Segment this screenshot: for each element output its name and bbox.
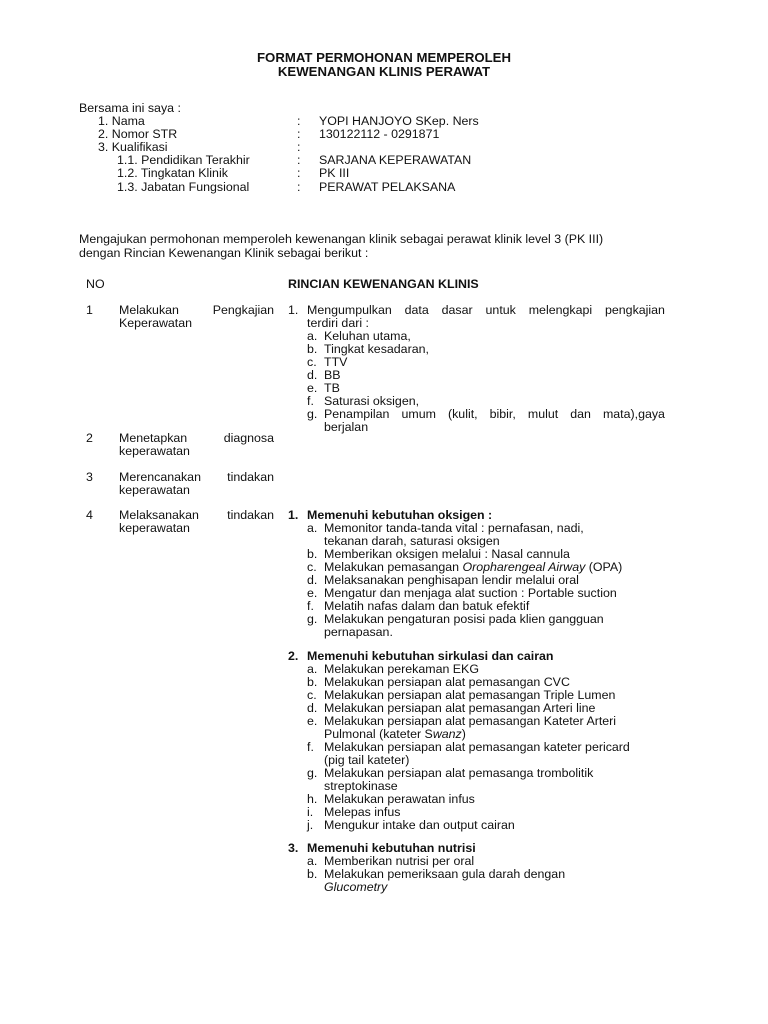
row-number: 1 xyxy=(86,303,93,317)
list-item: i. Melepas infus xyxy=(307,805,401,819)
opening-text: Bersama ini saya : xyxy=(79,101,181,115)
section-heading: Memenuhi kebutuhan nutrisi xyxy=(307,841,476,855)
list-item: b. Melakukan persiapan alat pemasangan CVC xyxy=(307,675,570,689)
section-oksigen: 1. Memenuhi kebutuhan oksigen : a. Memonitor tanda-tanda vital : pernafasan, nadi, tekanan darah, saturasi oksigen b. Memberikan oksigen melalui : Nasal cannula c. Melakukan pemasangan Oropharengeal Airway (OPA) d. Melaksanakan penghisapan lendir melalui oral e. Mengatur dan menjaga alat suction : Portable suction f. Melatih nafas dalam dan batuk efektif g. Melakukan pengaturan posisi pada klien gangguan pernapasan. xyxy=(288,509,668,639)
list-item: c. TTV xyxy=(307,355,348,369)
list-item: d. Melaksanakan penghisapan lendir melalui oral xyxy=(307,573,579,587)
list-item: b. Tingkat kesadaran, xyxy=(307,342,429,356)
section-heading: Memenuhi kebutuhan sirkulasi dan cairan xyxy=(307,649,554,663)
section-nutrisi: 3. Memenuhi kebutuhan nutrisi a. Memberikan nutrisi per oral b. Melakukan pemeriksaan gula darah dengan Glucometry xyxy=(288,842,668,894)
list-item: d. BB xyxy=(307,368,341,382)
list-item: g. Melakukan pengaturan posisi pada klien gangguan xyxy=(307,612,604,626)
list-item: f. Melatih nafas dalam dan batuk efektif xyxy=(307,599,530,613)
list-item: e. Mengatur dan menjaga alat suction : Portable suction xyxy=(307,586,617,600)
list-item: a. Keluhan utama, xyxy=(307,329,411,343)
list-item: h. Melakukan perawatan infus xyxy=(307,792,475,806)
list-item: g. Penampilan umum (kulit, bibir, mulut dan mata),gaya xyxy=(307,407,665,421)
section-heading: Memenuhi kebutuhan oksigen : xyxy=(307,508,493,522)
section-sirkulasi: 2. Memenuhi kebutuhan sirkulasi dan cairan a. Melakukan perekaman EKG b. Melakukan persiapan alat pemasangan CVC c. Melakukan persiapan alat pemasangan Triple Lumen d. Melakukan persiapan alat pemasangan Arteri line e. Melakukan persiapan alat pemasangan Kateter Arteri Pulmonal (kateter Swanz) f. Melakukan persiapan alat pemasangan kateter pericard (pig tail kateter) g. Melakukan persiapan alat pemasanga trombolitik streptokinase h. Melakukan perawatan infus i. Melepas infus j. Mengukur intake dan output cairan xyxy=(288,650,668,832)
value-nama: YOPI HANJOYO SKep. Ners xyxy=(319,114,479,128)
document-page: FORMAT PERMOHONAN MEMPEROLEH KEWENANGAN KLINIS PERAWAT Bersama ini saya : 1. Nama : YOPI HANJOYO SKep. Ners 2. Nomor STR : 130122112 - 0291871 3. Kualifikasi : 1.1. Pendidikan Terakhir : SARJANA KEPERAWATAN 1.2. Tingkatan Klinik : PK III 1.3. Jabatan Fungsional : PERAWAT PELAKSANA Mengajukan permohonan memperoleh kewenangan klinik sebagai perawat klinik level 3 (PK III) dengan Rincian Kewenangan Klinik sebagai berikut : NO RINCIAN KEWENANGAN KLINIS 1 Melakukan Pengkajian Keperawatan 1. Mengumpulkan data dasar untuk melengkapi pengkajian terdiri dari : a. Keluhan utama, b. Tingkat kesadaran, c. TTV d. BB e. TB f. Saturasi oksigen, g. Penampilan umum (kulit, bibir, mulut dan mata),gaya berjalan 2 Menetapkan diagnosa keperawatan 3 Merencanakan tindakan keperawatan 4 Melaksanakan tindakan keperawatan 1. Memenuhi kebutuhan oksigen : a. Memonitor tanda-tanda vital : pernafasan, nadi, tekanan darah, saturasi oksigen b. Memberikan oksigen melalui : Nasal cannula c. Melakukan pemasangan Oropharengeal Airway (OPA) d. Melaksanakan penghisapan lendir melalui oral e. Mengatur dan menjaga alat suction : Portable suction f. Melatih nafas dalam dan batuk efektif g. Melakukan pengaturan posisi pada klien gangguan pernapasan. 2. Memenuhi kebutuhan sirkulasi dan cairan a. Melakukan perekaman EKG b. Melakukan persiapan alat pemasangan CVC c. Melakukan persiapan alat pemasangan Triple Lumen d. Melakukan persiapan alat pemasangan Arteri line e. Melakukan persiapan alat pemasangan Kateter Arteri Pulmonal (kateter Swanz) f. Melakukan persiapan alat pemasangan kateter pericard (pig tail kateter) g. Melakukan persiapan alat pemasanga trombolitik streptokinase h. Melakukan perawatan infus i. Melepas infus j. Mengukur intake dan output cairan 3. Memenuhi kebutuhan nutrisi a. Memberikan nutrisi per oral b. Melakukan pemeriksaan gula darah dengan Glucometry xyxy=(0,0,768,1024)
list-item: b. Melakukan pemeriksaan gula darah dengan xyxy=(307,867,566,881)
row-competency: Merencanakan tindakan keperawatan xyxy=(119,470,274,497)
row-number: 3 xyxy=(86,470,93,484)
doc-title-line1: FORMAT PERMOHONAN MEMPEROLEH xyxy=(257,50,511,65)
list-item: a. Memonitor tanda-tanda vital : pernafasan, nadi, xyxy=(307,521,584,535)
value-tingkatan: PK III xyxy=(319,166,350,180)
list-item: c. Melakukan persiapan alat pemasangan Triple Lumen xyxy=(307,688,616,702)
list-item: c. Melakukan pemasangan Oropharengeal Airway (OPA) xyxy=(307,560,623,574)
list-item: e. Melakukan persiapan alat pemasangan Kateter Arteri xyxy=(307,714,617,728)
intro-line2: dengan Rincian Kewenangan Klinik sebagai berikut : xyxy=(79,246,369,260)
row-number: 2 xyxy=(86,431,93,445)
intro-line1: Mengajukan permohonan memperoleh kewenangan klinik sebagai perawat klinik level 3 (PK III) xyxy=(79,232,604,246)
value-jabatan: PERAWAT PELAKSANA xyxy=(319,180,456,194)
row-competency: Menetapkan diagnosa keperawatan xyxy=(119,431,274,458)
table-head-no: NO xyxy=(86,277,105,291)
list-item: f. Melakukan persiapan alat pemasangan kateter pericard xyxy=(307,740,630,754)
row-competency: Melaksanakan tindakan keperawatan xyxy=(119,508,274,535)
list-item: b. Memberikan oksigen melalui : Nasal cannula xyxy=(307,547,570,561)
value-str: 130122112 - 0291871 xyxy=(319,127,440,141)
value-pendidikan: SARJANA KEPERAWATAN xyxy=(319,153,472,167)
table-head-detail: RINCIAN KEWENANGAN KLINIS xyxy=(288,277,479,291)
row-number: 4 xyxy=(86,508,93,522)
list-item: j. Mengukur intake dan output cairan xyxy=(307,818,515,832)
list-item: e. TB xyxy=(307,381,340,395)
row-competency: Melakukan Pengkajian Keperawatan xyxy=(119,303,274,330)
list-item: f. Saturasi oksigen, xyxy=(307,394,420,408)
doc-title-line2: KEWENANGAN KLINIS PERAWAT xyxy=(277,64,491,79)
list-item: g. Melakukan persiapan alat pemasanga trombolitik xyxy=(307,766,594,780)
list-item: a. Melakukan perekaman EKG xyxy=(307,662,479,676)
list-item: a. Memberikan nutrisi per oral xyxy=(307,854,475,868)
list-item: d. Melakukan persiapan alat pemasangan Arteri line xyxy=(307,701,596,715)
row-detail: 1. Mengumpulkan data dasar untuk melengkapi pengkajian terdiri dari : a. Keluhan utama, b. Tingkat kesadaran, c. TTV d. BB e. TB f. Saturasi oksigen, g. Penampilan umum (kulit, bibir, mulut dan mata),gaya berjalan xyxy=(288,304,668,434)
